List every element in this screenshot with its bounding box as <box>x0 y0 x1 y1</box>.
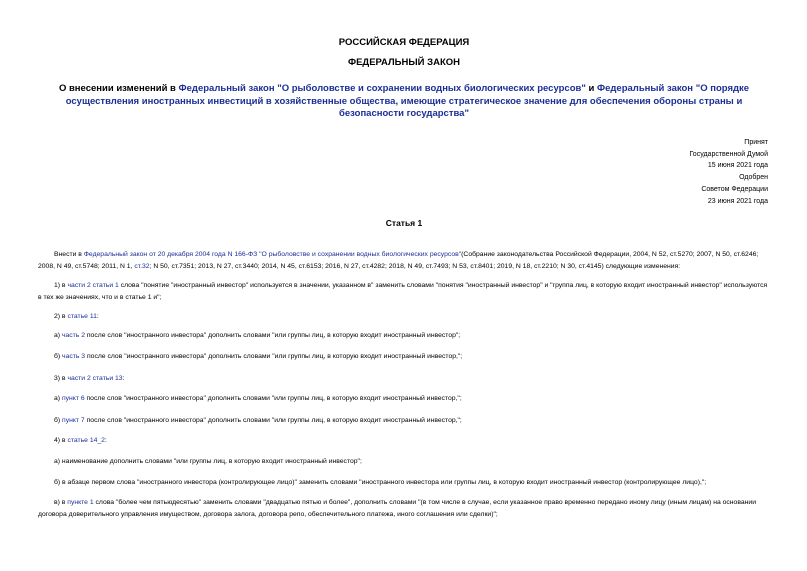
paragraph-text: б) <box>54 353 63 360</box>
paragraph-intro <box>38 249 770 272</box>
paragraph-3 <box>38 373 770 385</box>
article-title: Статья 1 <box>385 218 423 228</box>
link-st32[interactable]: ст.32 <box>134 262 150 270</box>
paragraph-text: ; N 50, ст.7351; 2013, N 27, ст.3440; 2014, N 45, ст.6153; 2016, N 27, ст.4282; 2018, N 49, ст.7493; N 53, ст.8401; 2019, N 18, ст.2210; N 30, ст.4145) следующие изменения: <box>149 262 681 270</box>
paragraph-text: после слов "иностранного инвестора" дополнить словами "или группы лиц, в которую входит иностранный инвестор"; <box>84 332 461 339</box>
paragraph-2a <box>38 330 770 342</box>
subject-text-1: О внесении изменений в <box>58 83 179 94</box>
paragraph-text: слова "более чем пятьюдесятью" заменить словами "двадцатью пятью и более", дополнить словами "(в том числе в случае, если указанное право временно передано иному лицу (иным лицам) на основании договора доверительного управления имуществом, договора залога, договора репо, обеспечительного платежа, иного соглашения или сделки)"; <box>38 499 757 518</box>
paragraph-text: а) <box>54 395 62 402</box>
paragraph-text: Внести в <box>54 251 84 258</box>
paragraph-text: 4) в <box>54 437 68 444</box>
link-article14-2[interactable]: статье 14_2 <box>67 437 105 444</box>
link-item1[interactable]: пункте 1 <box>67 499 94 506</box>
paragraph-text: : <box>122 375 125 382</box>
adoption-line: Государственной Думой <box>689 150 768 158</box>
doc-type-heading: ФЕДЕРАЛЬНЫЙ ЗАКОН <box>347 57 460 68</box>
paragraph-text: 3) в <box>54 375 68 382</box>
paragraph-text: б) <box>54 417 63 424</box>
country-heading: РОССИЙСКАЯ ФЕДЕРАЦИЯ <box>338 37 470 48</box>
link-item6[interactable]: пункт 6 <box>61 395 85 402</box>
paragraph-text: 1) в <box>54 282 68 289</box>
adoption-line: 15 июня 2021 года <box>707 162 768 170</box>
paragraph-2b <box>38 351 770 363</box>
paragraph-1 <box>38 280 770 303</box>
paragraph-text: 2) в <box>54 313 68 320</box>
paragraph-text: а) <box>54 332 62 339</box>
paragraph-2 <box>38 311 770 323</box>
paragraph-text: в) в <box>54 499 68 506</box>
adoption-line: 23 июня 2021 года <box>707 197 768 205</box>
paragraph-text: (Собрание законодательства Российской Федерации, 2004, N 52, ст.5270; 2007, N 50, ст.6246; 2008, N 49, ст.5748; 2011, N 1, <box>38 251 759 270</box>
paragraph-3a <box>38 393 770 405</box>
paragraph-text: : <box>104 437 107 444</box>
paragraph-4a: а) наименование дополнить словами "или группы лиц, в которую входит иностранный инвестор"; <box>54 458 362 465</box>
subject-text-2: и <box>585 83 597 94</box>
adoption-line: Одобрен <box>739 174 768 182</box>
link-item7[interactable]: пункт 7 <box>62 417 85 424</box>
paragraph-3b <box>38 415 770 427</box>
link-part3[interactable]: часть 3 <box>62 353 86 360</box>
link-part2[interactable]: часть 2 <box>61 332 85 339</box>
link-part2-article13[interactable]: части 2 статьи 13 <box>67 375 123 382</box>
adoption-block <box>689 137 768 207</box>
paragraph-4c <box>38 497 770 520</box>
paragraph-4b: б) в абзаце первом слова "иностранного инвестора (контролирующее лицо)" заменить словами "иностранного инвестора или группы лиц, в которую входит иностранный инвестор (контролирующее лицо),"; <box>54 479 707 486</box>
adoption-line: Советом Федерации <box>701 185 768 193</box>
paragraph-text: после слов "иностранного инвестора" дополнить словами "или группы лиц, в которую входит иностранный инвестор,"; <box>84 395 462 402</box>
paragraph-text: после слов "иностранного инвестора" дополнить словами "или группы лиц, в которую входит иностранный инвестор,"; <box>85 353 463 360</box>
paragraph-text: : <box>96 313 99 320</box>
link-fisheries-law[interactable]: Федеральный закон от 20 декабря 2004 года N 166-ФЗ "О рыболовстве и сохранении водных биологических ресурсов" <box>83 251 462 258</box>
paragraph-text: после слов "иностранного инвестора" дополнить словами "или группы лиц, в которую входит иностранный инвестор,"; <box>84 417 462 424</box>
link-article11[interactable]: статье 11 <box>67 313 97 320</box>
paragraph-text: слова "понятие "иностранный инвестор" используется в значении, указанном в" заменить словами "понятия "иностранный инвестор" и "группа лиц, в которую входит иностранный инвестор" используются в тех же значениях, что и в статье 1 и"; <box>38 282 768 301</box>
subject-link-fisheries-law[interactable]: Федеральный закон "О рыболовстве и сохранении водных биологических ресурсов" <box>178 83 586 94</box>
subject-link-investments-law[interactable]: Федеральный закон "О порядке осуществления иностранных инвестиций в хозяйственные общества, имеющие стратегическое значение для обеспечения обороны страны и безопасности государства" <box>65 83 750 119</box>
adoption-line: Принят <box>744 139 768 146</box>
law-subject-title <box>38 83 770 121</box>
paragraph-4 <box>38 435 770 447</box>
link-part2-article1[interactable]: части 2 статьи 1 <box>67 282 119 289</box>
